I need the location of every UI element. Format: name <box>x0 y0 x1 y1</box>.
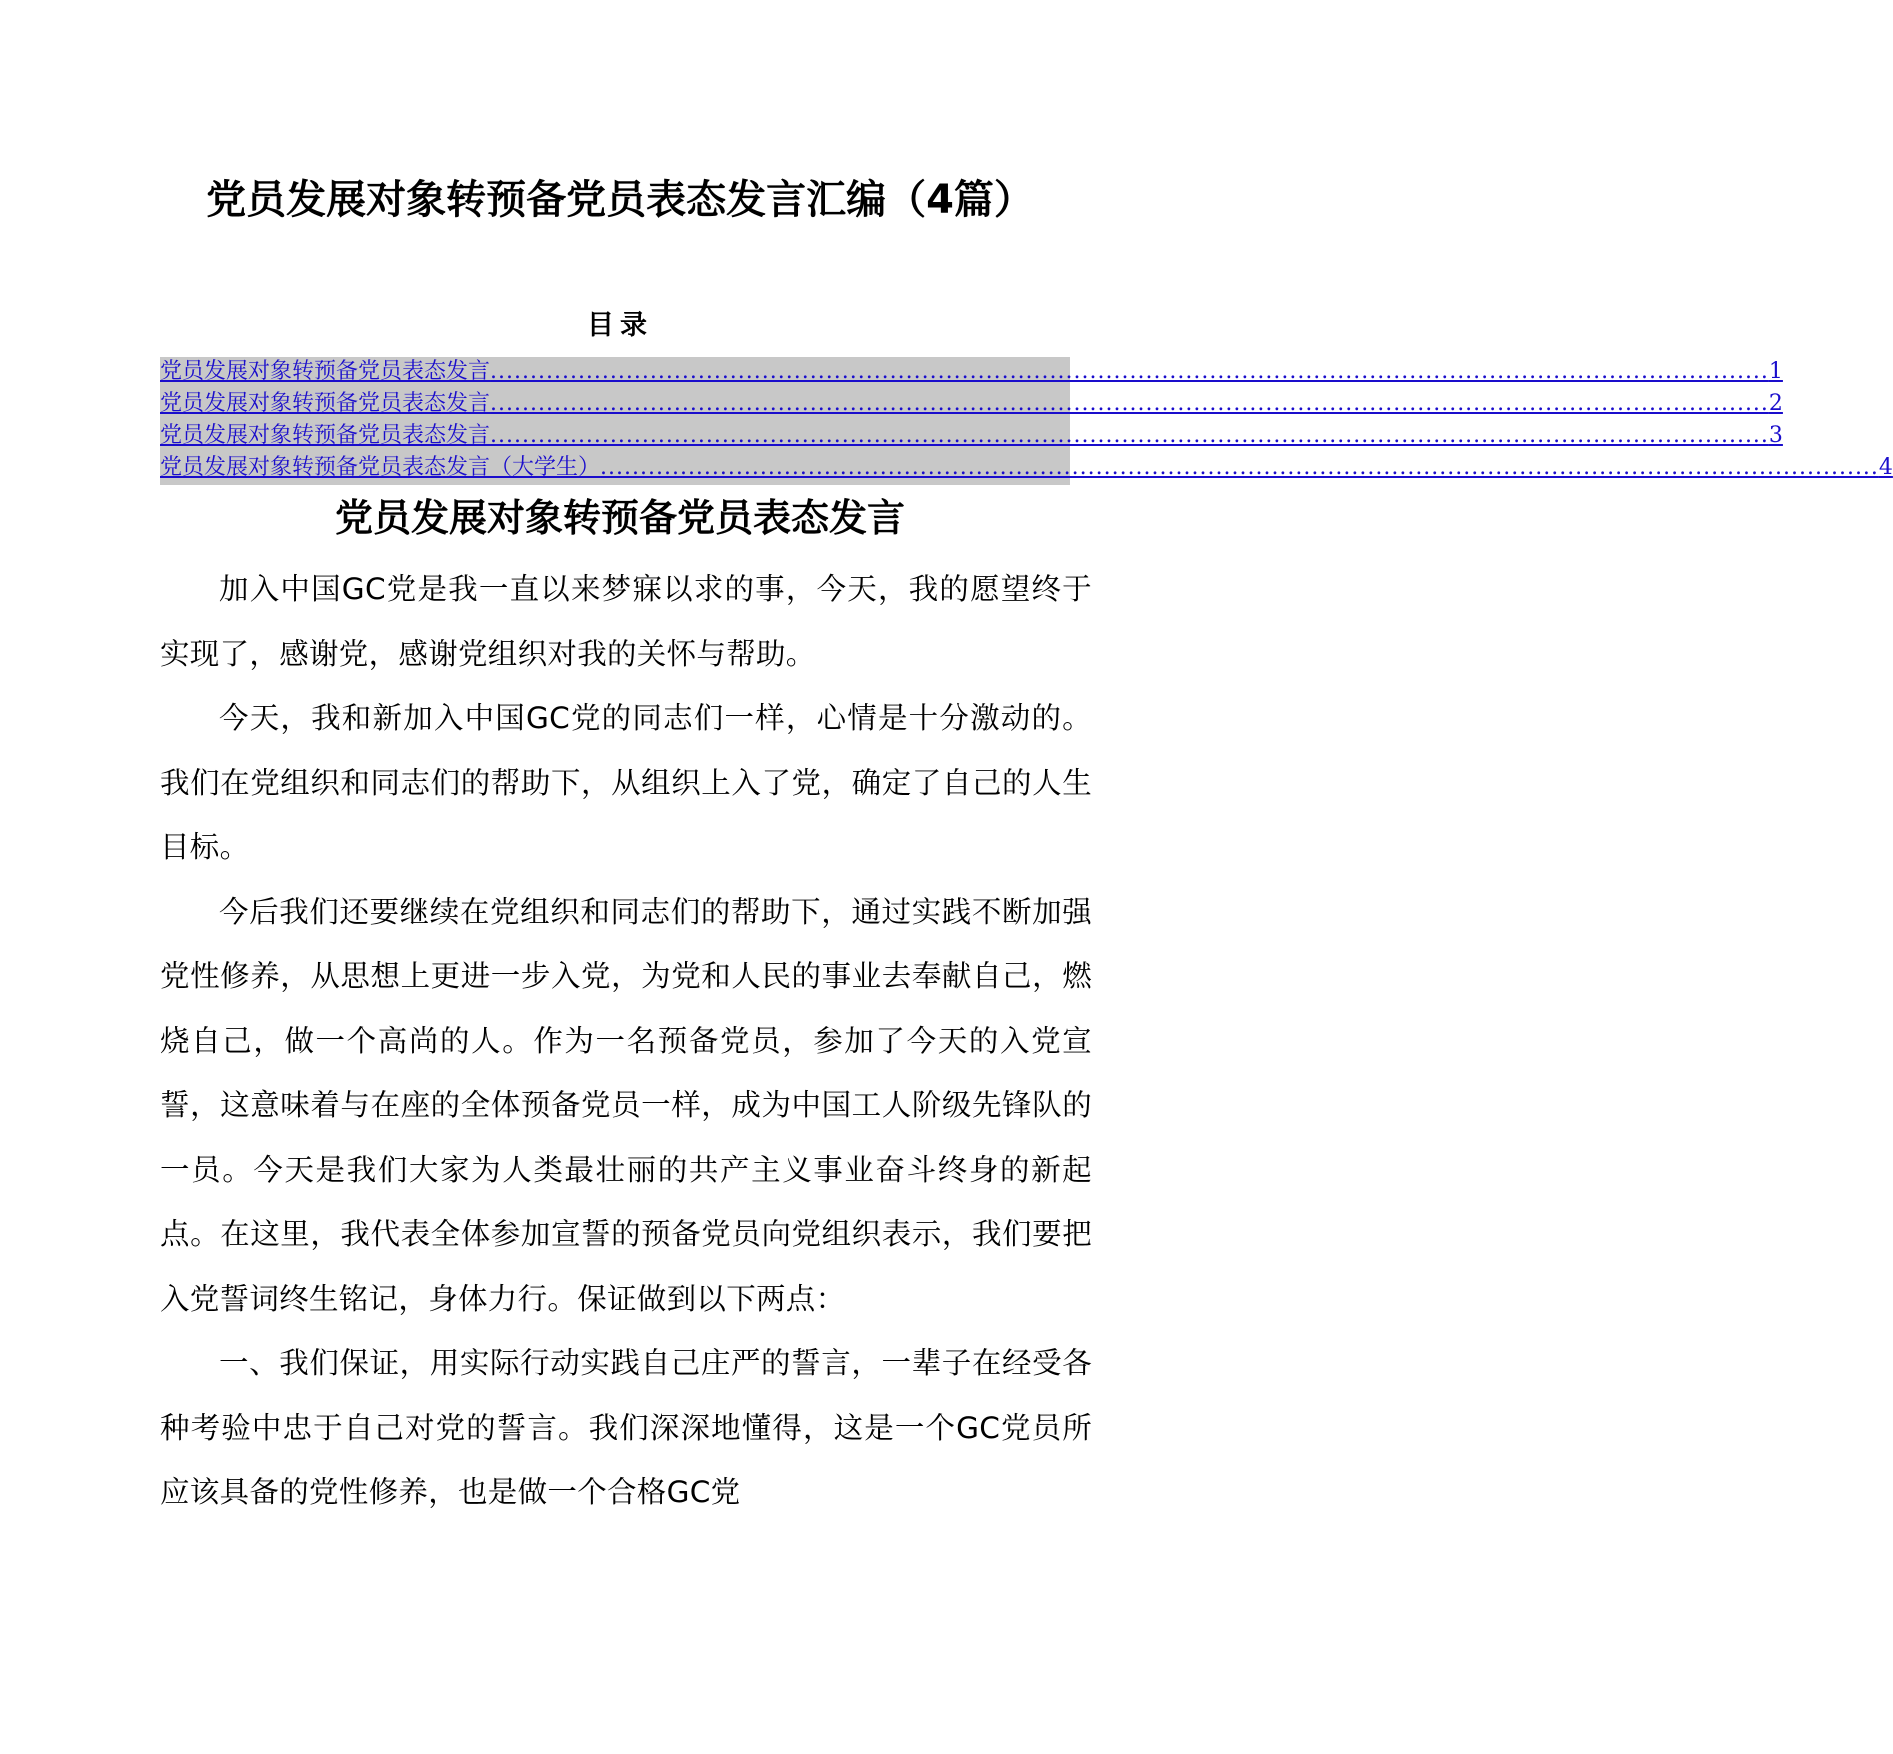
toc-entry-label: 党员发展对象转预备党员表态发言 <box>160 359 491 384</box>
toc-entry-1[interactable] <box>160 357 1783 389</box>
toc-entry-4[interactable] <box>160 453 1893 485</box>
toc-dot-leader: ................................................................................................................................................................ <box>600 455 1879 480</box>
toc-entry-2[interactable] <box>160 389 1783 421</box>
body-paragraph-4: 一、我们保证，用实际行动实践自己庄严的誓言，一辈子在经受各种考验中忠于自己对党的誓言。我们深深地懂得，这是一个GC党员所应该具备的党性修养，也是做一个合格GC党 <box>160 1346 1092 1509</box>
body-paragraph-2: 今天，我和新加入中国GC党的同志们一样，心情是十分激动的。我们在党组织和同志们的帮助下，从组织上入了党，确定了自己的人生目标。 <box>160 701 1092 864</box>
toc-dot-leader: ................................................................................................................................................................ <box>490 359 1769 384</box>
toc-entry-label: 党员发展对象转预备党员表态发言 <box>160 391 491 416</box>
body-paragraph-1: 加入中国GC党是我一直以来梦寐以求的事，今天，我的愿望终于实现了，感谢党，感谢党组织对我的关怀与帮助。 <box>160 572 1092 671</box>
toc-entry-page: 3 <box>1768 423 1783 448</box>
toc-entry-page: 1 <box>1768 359 1783 384</box>
toc-entry-page: 4 <box>1878 455 1893 480</box>
toc-entry-label: 党员发展对象转预备党员表态发言 <box>160 423 491 448</box>
toc-dot-leader: ................................................................................................................................................................ <box>490 423 1769 448</box>
body-paragraph-3: 今后我们还要继续在党组织和同志们的帮助下，通过实践不断加强党性修养，从思想上更进一步入党，为党和人民的事业去奉献自己，燃烧自己，做一个高尚的人。作为一名预备党员，参加了今天的入党宣誓，这意味着与在座的全体预备党员一样，成为中国工人阶级先锋队的一员。今天是我们大家为人类最壮丽的共产主义事业奋斗终身的新起点。在这里，我代表全体参加宣誓的预备党员向党组织表示，我们要把入党誓词终生铭记，身体力行。保证做到以下两点： <box>160 894 1092 1316</box>
toc-entry-3[interactable] <box>160 421 1783 453</box>
document-title: 党员发展对象转预备党员表态发言汇编（4篇） <box>206 177 1034 223</box>
section-title: 党员发展对象转预备党员表态发言 <box>334 496 905 540</box>
body-text <box>160 557 1092 1525</box>
toc-entry-label: 党员发展对象转预备党员表态发言（大学生） <box>160 455 601 480</box>
toc-entry-page: 2 <box>1768 391 1783 416</box>
table-of-contents <box>160 357 1893 485</box>
toc-dot-leader: ................................................................................................................................................................ <box>490 391 1769 416</box>
toc-heading: 目录 <box>587 310 653 341</box>
